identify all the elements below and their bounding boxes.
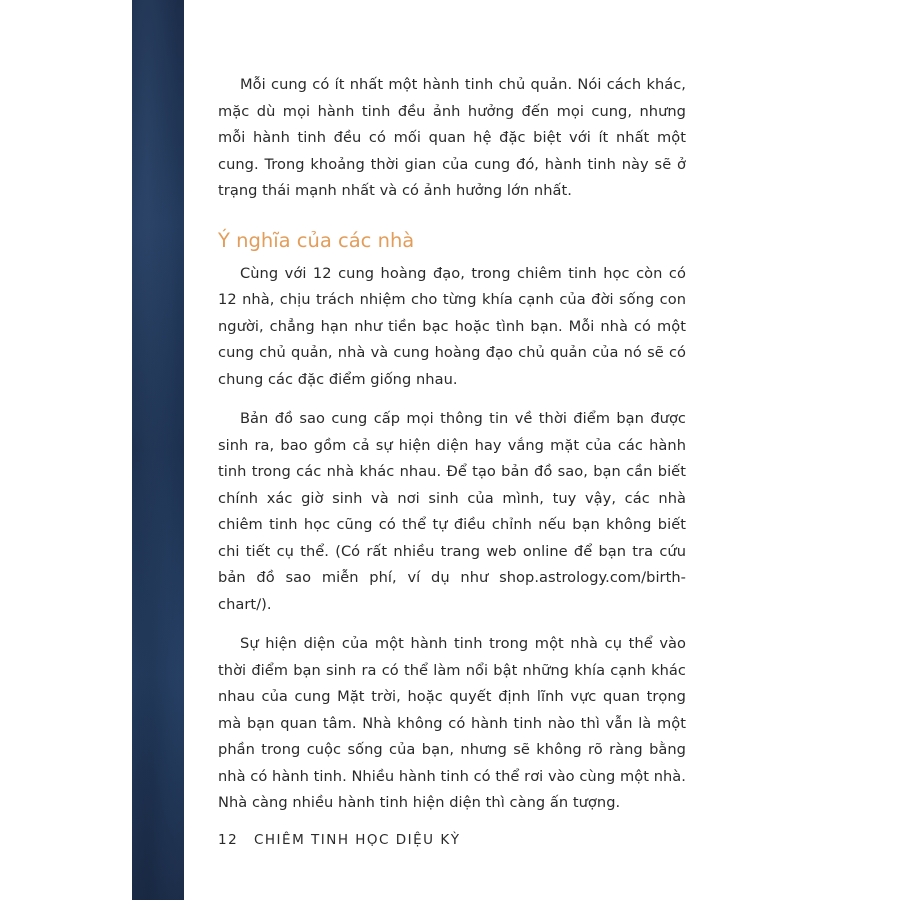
section-heading: Ý nghĩa của các nhà bbox=[218, 228, 415, 252]
book-spine-stripe bbox=[132, 0, 184, 900]
paragraph-planet-presence: Sự hiện diện của một hành tinh trong một nhà cụ thể vào thời điểm bạn sinh ra có thể làm nổi bật những khía cạnh khác nhau của cung Mặt trời, hoặc quyết định lĩnh vực quan trọng mà bạn quan tâm. Nhà không có hành tinh nào thì vẫn là một phần trong cuộc sống của bạn, nhưng sẽ không rõ ràng bằng nhà có hành tinh. Nhiều hành tinh có thể rơi vào cùng một nhà. Nhà càng nhiều hành tinh hiện diện thì càng ấn tượng. bbox=[218, 635, 686, 811]
page-footer bbox=[218, 832, 460, 848]
page-content bbox=[218, 72, 686, 830]
page-number: 12 bbox=[218, 832, 239, 848]
running-title: CHIÊM TINH HỌC DIỆU KỲ bbox=[253, 832, 461, 848]
paragraph-birth-chart: Bản đồ sao cung cấp mọi thông tin về thời điểm bạn được sinh ra, bao gồm cả sự hiện diện hay vắng mặt của các hành tinh trong các nhà khác nhau. Để tạo bản đồ sao, bạn cần biết chính xác giờ sinh và nơi sinh của mình, tuy vậy, các nhà chiêm tinh học cũng có thể tự điều chỉnh nếu bạn không biết chi tiết cụ thể. (Có rất nhiều trang web online để bạn tra cứu bản đồ sao miễn phí, ví dụ như shop.astrology.com/birth-chart/). bbox=[218, 410, 686, 613]
paragraph-ruling-planets: Mỗi cung có ít nhất một hành tinh chủ quản. Nói cách khác, mặc dù mọi hành tinh đều ảnh hưởng đến mọi cung, nhưng mỗi hành tinh đều có mối quan hệ đặc biệt với ít nhất một cung. Trong khoảng thời gian của cung đó, hành tinh này sẽ ở trạng thái mạnh nhất và có ảnh hưởng lớn nhất. bbox=[218, 76, 686, 199]
paragraph-houses: Cùng với 12 cung hoàng đạo, trong chiêm tinh học còn có 12 nhà, chịu trách nhiệm cho từng khía cạnh của đời sống con người, chẳng hạn như tiền bạc hoặc tình bạn. Mỗi nhà có một cung chủ quản, nhà và cung hoàng đạo chủ quản của nó sẽ có chung các đặc điểm giống nhau. bbox=[218, 264, 686, 388]
